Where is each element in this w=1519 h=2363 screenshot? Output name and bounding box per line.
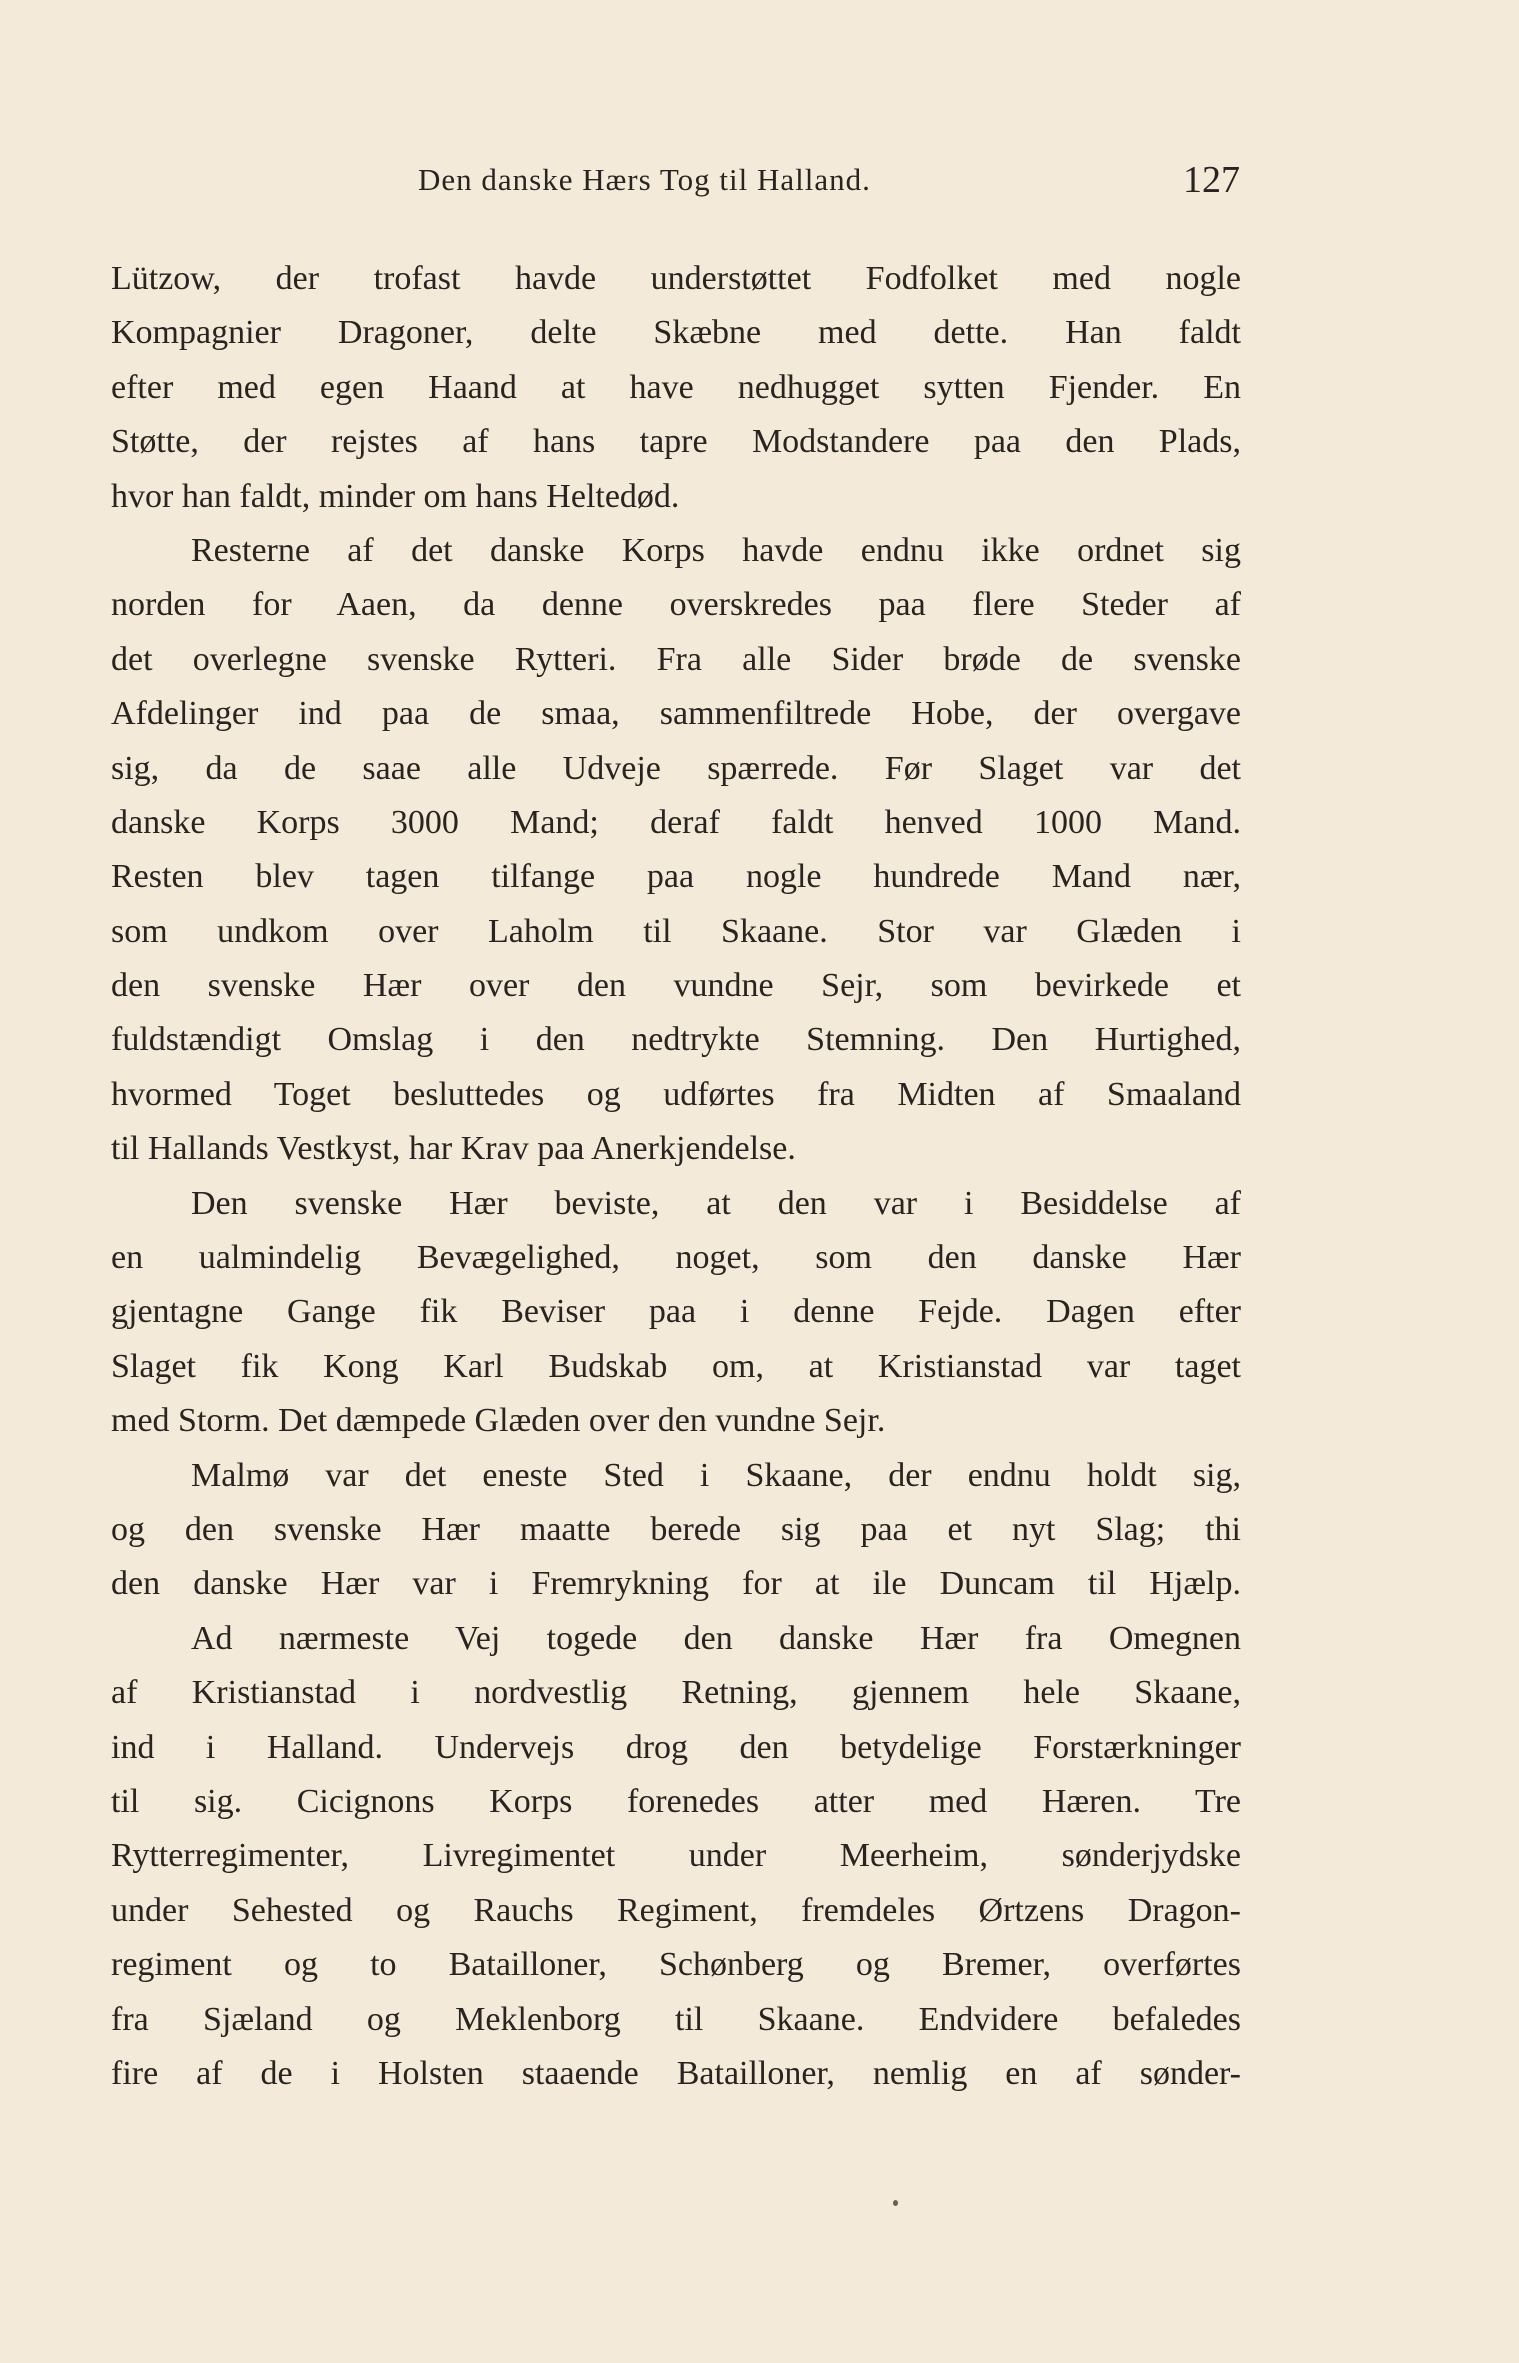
text-line: til sig. Cicignons Korps forenedes atter med Hæren. Tre: [111, 1782, 1241, 1820]
page-number: 127: [1183, 159, 1240, 201]
text-line: den svenske Hær over den vundne Sejr, som bevirkede et: [111, 967, 1241, 1005]
text-line: og den svenske Hær maatte berede sig paa et nyt Slag; thi: [111, 1510, 1241, 1548]
text-line: under Sehested og Rauchs Regiment, fremdeles Ørtzens Dragon-: [111, 1891, 1241, 1929]
text-line: den danske Hær var i Fremrykning for at ile Duncam til Hjælp.: [111, 1565, 1241, 1603]
text-line: til Hallands Vestkyst, har Krav paa Anerkjendelse.: [111, 1130, 796, 1168]
text-line: som undkom over Laholm til Skaane. Stor var Glæden i: [111, 912, 1241, 950]
paper-speck: [893, 2200, 898, 2206]
text-line: Afdelinger ind paa de smaa, sammenfiltrede Hobe, der overgave: [111, 695, 1241, 733]
text-line: regiment og to Batailloner, Schønberg og Bremer, overførtes: [111, 1946, 1241, 1984]
text-line: fra Sjæland og Meklenborg til Skaane. Endvidere befaledes: [111, 2000, 1241, 2038]
text-line: fuldstændigt Omslag i den nedtrykte Stemning. Den Hurtighed,: [111, 1021, 1241, 1059]
text-line: gjentagne Gange fik Beviser paa i denne Fejde. Dagen efter: [111, 1293, 1241, 1331]
text-line: Resten blev tagen tilfange paa nogle hundrede Mand nær,: [111, 858, 1241, 896]
text-line: Resterne af det danske Korps havde endnu ikke ordnet sig: [191, 531, 1241, 569]
text-line: efter med egen Haand at have nedhugget sytten Fjender. En: [111, 368, 1241, 406]
text-line: danske Korps 3000 Mand; deraf faldt henved 1000 Mand.: [111, 803, 1241, 841]
text-line: fire af de i Holsten staaende Batailloner, nemlig en af sønder-: [111, 2054, 1241, 2092]
text-line: hvor han faldt, minder om hans Heltedød.: [111, 477, 680, 515]
text-line: med Storm. Det dæmpede Glæden over den vundne Sejr.: [111, 1402, 886, 1440]
text-line: det overlegne svenske Rytteri. Fra alle Sider brøde de svenske: [111, 640, 1241, 678]
text-line: sig, da de saae alle Udveje spærrede. Før Slaget var det: [111, 749, 1241, 787]
text-line: hvormed Toget besluttedes og udførtes fra Midten af Smaaland: [111, 1075, 1241, 1113]
text-line: norden for Aaen, da denne overskredes paa flere Steder af: [111, 586, 1241, 624]
text-line: ind i Halland. Undervejs drog den betydelige Forstærkninger: [111, 1728, 1241, 1766]
text-line: Kompagnier Dragoner, delte Skæbne med dette. Han faldt: [111, 314, 1241, 352]
text-line: en ualmindelig Bevægelighed, noget, som den danske Hær: [111, 1239, 1241, 1277]
body-text: [111, 252, 1241, 2101]
running-head: [0, 160, 1519, 210]
text-line: Slaget fik Kong Karl Budskab om, at Kristianstad var taget: [111, 1347, 1241, 1385]
running-title: Den danske Hærs Tog til Halland.: [418, 162, 871, 197]
text-line: Malmø var det eneste Sted i Skaane, der endnu holdt sig,: [191, 1456, 1241, 1494]
text-line: Rytterregimenter, Livregimentet under Meerheim, sønderjydske: [111, 1837, 1241, 1875]
text-line: Den svenske Hær beviste, at den var i Besiddelse af: [191, 1184, 1241, 1222]
text-line: af Kristianstad i nordvestlig Retning, gjennem hele Skaane,: [111, 1674, 1241, 1712]
text-line: Støtte, der rejstes af hans tapre Modstandere paa den Plads,: [111, 423, 1241, 461]
text-line: Ad nærmeste Vej togede den danske Hær fra Omegnen: [191, 1619, 1241, 1657]
text-line: Lützow, der trofast havde understøttet Fodfolket med nogle: [111, 260, 1241, 297]
